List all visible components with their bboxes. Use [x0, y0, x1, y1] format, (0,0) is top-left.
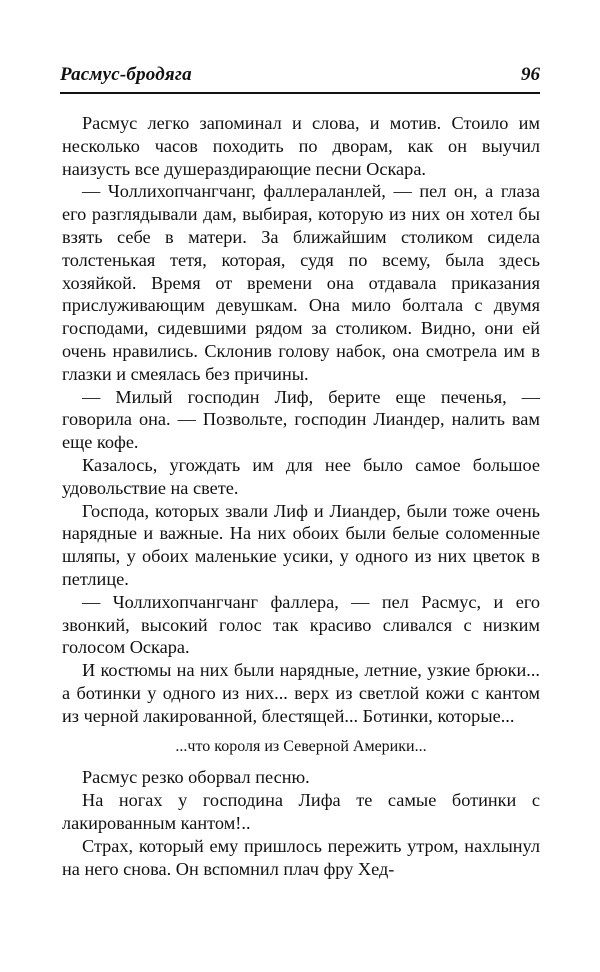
paragraph: На ногах у господина Лифа те самые ботинки с лакированным кантом!..	[62, 790, 540, 833]
body-text	[62, 112, 540, 880]
running-title: Расмус-бродяга	[60, 64, 192, 85]
running-header	[60, 64, 540, 94]
paragraph: Расмус легко запоминал и слова, и мотив. Стоило им несколько часов походить по дворам, как он выучил наизусть все душераздирающие песни Оскара.	[62, 113, 540, 179]
paragraph: Казалось, угождать им для нее было самое большое удовольствие на свете.	[62, 454, 540, 498]
paragraph: — Чоллихопчангчанг фаллера, — пел Расмус, и его звонкий, высокий голос так красиво сливался с низким голосом Оскара.	[62, 591, 540, 658]
header-rule	[60, 92, 540, 94]
song-verse: ...что короля из Северной Америки...	[175, 737, 427, 755]
paragraph: — Милый господин Лиф, берите еще печенья, — говорила она. — Позвольте, господин Лиандер, налить вам еще кофе.	[62, 386, 540, 453]
paragraph: И костюмы на них были нарядные, летние, узкие брюки... а ботинки у одного из них... верх из светлой кожи с кантом из черной лакированной, блестящей... Ботинки, которые...	[62, 660, 540, 726]
paragraph: Расмус резко оборвал песню.	[82, 767, 310, 788]
page-number: 96	[521, 64, 540, 85]
paragraph: Господа, которых звали Лиф и Лиандер, были тоже очень нарядные и важные. На них обоих были белые соломенные шляпы, у обоих маленькие усики, у одного из них цветок в петлице.	[62, 500, 540, 589]
paragraph: — Чоллихопчангчанг, фаллераланлей, — пел он, а глаза его разглядывали дам, выбирая, которую из них он хотел бы взять себе в матери. За ближайшим столиком сидела толстенькая тетя, которая, судя по всему, была здесь хозяйкой. Время от времени она отдавала приказания прислуживающим девушкам. Она мило болтала с двумя господами, сидевшими рядом за столиком. Видно, они ей очень нравились. Склонив голову набок, она смотрела им в глазки и смеялась без причины.	[62, 181, 540, 384]
paragraph: Страх, который ему пришлось пережить утром, нахлынул на него снова. Он вспомнил плач фру Хед-	[62, 835, 540, 879]
